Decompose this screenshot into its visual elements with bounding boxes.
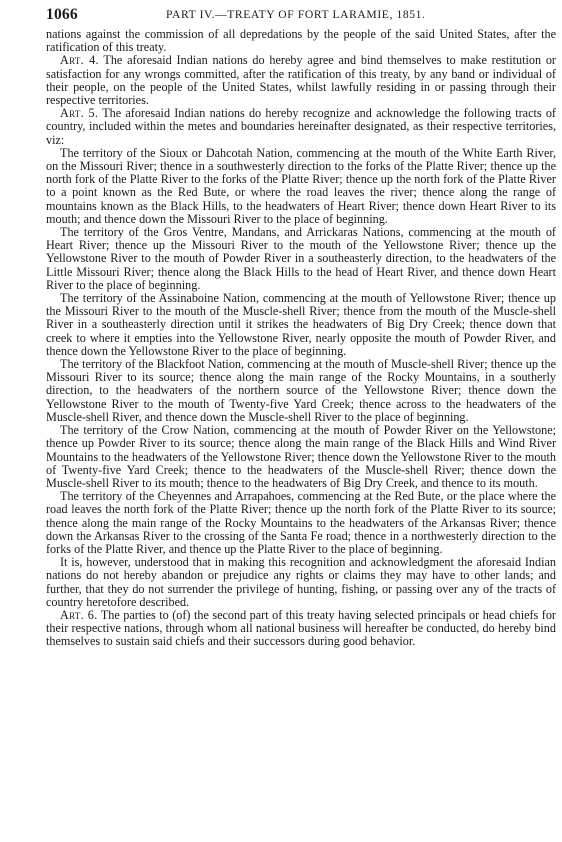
paragraph-text: The aforesaid Indian nations do hereby agree and bind themselves to make restitution or satisfaction for any wrongs committed, after the ratification of this treaty, by any band or individual of their people, on the people of the United States, whilst lawfully residing in or passing through their respective territories.	[46, 53, 556, 108]
treaty-text	[46, 28, 556, 649]
page-number: 1066	[46, 6, 78, 23]
article-label: Art. 5.	[60, 106, 99, 121]
paragraph-gros-ventre-territory	[46, 226, 556, 292]
paragraph-sioux-territory	[46, 147, 556, 226]
running-head: PART IV.—TREATY OF FORT LARAMIE, 1851.	[166, 8, 426, 21]
paragraph	[46, 28, 556, 54]
page-header	[46, 6, 556, 28]
paragraph-text: The territory of the Cheyennes and Arrapahoes, commencing at the Red Bute, or the place where the road leaves the north fork of the Platte River; thence up the north fork of the Platte River to its source; thence along the main range of the Rocky Mountains to the headwaters of the Arkansas River; thence down the Arkansas River to the crossing of the Santa Fe road; thence in a northwesterly direction to the forks of the Platte River, and thence up the Platte River to the place of beginning.	[46, 489, 556, 556]
paragraph-crow-territory	[46, 424, 556, 490]
paragraph-article-5	[46, 107, 556, 147]
paragraph-text: It is, however, understood that in making this recognition and acknowledgment the aforesaid Indian nations do not hereby abandon or prejudice any rights or claims they may have to other lands; and further, that they do not surrender the privilege of hunting, fishing, or passing over any of the tracts of country heretofore described.	[46, 555, 556, 609]
paragraph-text: The parties to (of) the second part of this treaty having selected principals or head chiefs for their respective nations, through whom all national business will hereafter be conducted, do hereby bind themselves to sustain said chiefs and their successors during good behavior.	[46, 607, 556, 649]
paragraph-text: The territory of the Assinaboine Nation, commencing at the mouth of Yellowstone River; thence up the Missouri River to the mouth of the Muscle-shell River; thence from the mouth of the Muscle-shell River in a southeasterly direction until it strikes the headwaters of Big Dry Creek; thence down that creek to where it empties into the Yellowstone River, nearly opposite the mouth of Powder River, and thence down the Yellowstone River to the place of beginning.	[46, 291, 556, 358]
paragraph-article-4	[46, 54, 556, 107]
paragraph-text: The territory of the Gros Ventre, Mandans, and Arrickaras Nations, commencing at the mouth of Heart River; thence up the Missouri River to the mouth of the Yellowstone River; thence up the Yellowstone River to the mouth of Powder River in a southeasterly direction, to the headwaters of the Little Missouri River; thence along the Black Hills to the head of Heart River, and thence down Heart River to the place of beginning.	[46, 225, 556, 292]
document-page	[46, 6, 556, 649]
paragraph-text: The territory of the Sioux or Dahcotah Nation, commencing at the mouth of the White Earth River, on the Missouri River; thence in a southwesterly direction to the forks of the Platte River; thence up the north fork of the Platte River to the forks of the Platte River; thence up the north fork of the Platte River to a point known as the Red Bute, or where the road leaves the river; thence along the range of mountains known as the Black Hills, to the headwaters of Heart River; thence down Heart River to its mouth; and thence down the Missouri River to the place of beginning.	[46, 145, 556, 226]
article-label: Art. 6.	[60, 607, 98, 622]
paragraph-text: The territory of the Crow Nation, commencing at the mouth of Powder River on the Yellowstone; thence up Powder River to its source; thence along the main range of the Black Hills and Wind River Mountains to the headwaters of the Yellowstone River; thence down the Yellowstone River to the mouth of Twenty-five Yard Creek; thence to the headwaters of the Muscle-shell River; thence down the Muscle-shell River to its mouth; thence to the headwaters of Big Dry Creek, and thence to its mouth.	[46, 423, 556, 490]
paragraph-assinaboine-territory	[46, 292, 556, 358]
paragraph-text: nations against the commission of all depredations by the people of the said United States, after the ratification of this treaty.	[46, 27, 556, 55]
paragraph-article-6	[46, 609, 556, 649]
paragraph-blackfoot-territory	[46, 358, 556, 424]
paragraph-text: The aforesaid Indian nations do hereby recognize and acknowledge the following tracts of country, included within the metes and boundaries hereinafter designated, as their respective territories, viz:	[46, 106, 556, 147]
paragraph-cheyenne-territory	[46, 490, 556, 556]
paragraph-reservation-of-rights	[46, 556, 556, 609]
paragraph-text: The territory of the Blackfoot Nation, commencing at the mouth of Muscle-shell River; thence up the Missouri River to its source; thence along the main range of the Rocky Mountains, in a southerly direction, to the headwaters of the northern source of the Yellowstone River; thence down the Yellowstone River to the mouth of Twenty-five Yard Creek; thence across to the headwaters of the Muscle-shell River, and thence down the Muscle-shell River to the place of beginning.	[46, 357, 556, 424]
article-label: Art. 4.	[60, 53, 99, 68]
